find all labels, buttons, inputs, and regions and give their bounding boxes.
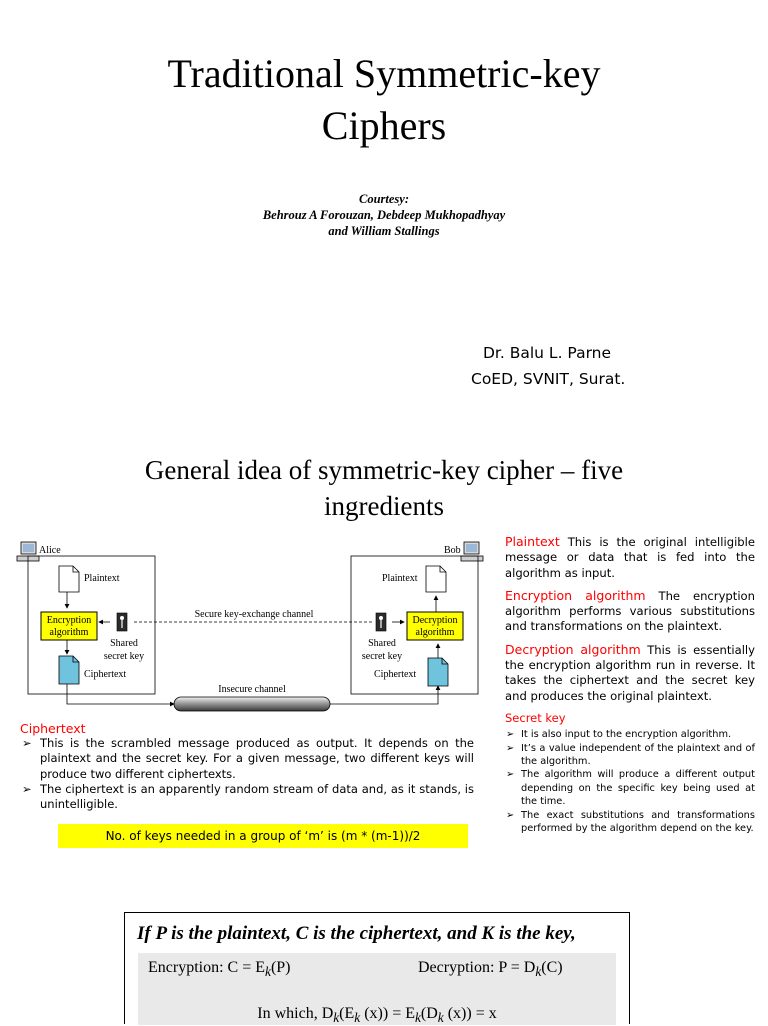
- ciphertext-document-icon-left: [59, 656, 79, 684]
- courtesy-block: [0, 191, 768, 239]
- encryption-definition: [505, 588, 755, 635]
- list-item: ➢ It’s a value independent of the plaintext and of the algorithm.: [506, 742, 755, 768]
- author-block: [471, 340, 625, 392]
- decryption-equation: Decryption: $P = D_k(C)$: [418, 959, 563, 980]
- encryption-label-line1: Encryption: [46, 615, 92, 626]
- plaintext-label-left: Plaintext: [84, 573, 120, 584]
- shared-key-left-line1: Shared: [110, 638, 138, 649]
- list-item: ➢ It is also input to the encryption algorithm.: [506, 729, 732, 741]
- secret-key-bullets: [505, 728, 755, 835]
- author-name: Dr. Balu L. Parne: [483, 344, 612, 362]
- arrow-bullet-icon: ➢: [22, 736, 32, 751]
- list-item: ➢ The ciphertext is an apparently random stream of data and, as it stands, is unintelligible.: [22, 781, 474, 812]
- inverse-relation-equation: In which, $D_k(E_k$ $(x)) = E_k(D_k$ (x)) = x: [257, 1005, 497, 1026]
- insecure-channel-pipe: [174, 697, 330, 711]
- courtesy-line2: and William Stallings: [328, 224, 440, 238]
- shared-key-left-line2: secret key: [103, 651, 145, 662]
- slide1-title-line2: Ciphers: [321, 103, 447, 148]
- ciphertext-heading: Ciphertext: [20, 721, 86, 736]
- plaintext-document-icon-left: [59, 566, 79, 592]
- decryption-label-line1: Decryption: [412, 615, 458, 626]
- slide2-title-line2: ingredients: [324, 491, 444, 521]
- ciphertext-label-right: Ciphertext: [374, 669, 417, 680]
- shared-key-right-line1: Shared: [368, 638, 396, 649]
- definitions-panel: [505, 534, 755, 836]
- plaintext-definition: [505, 534, 755, 581]
- secure-channel-label: Secure key-exchange channel: [194, 609, 314, 620]
- courtesy-line1: Behrouz A Forouzan, Debdeep Mukhopadhyay: [262, 208, 506, 222]
- courtesy-label: Courtesy:: [359, 192, 409, 206]
- encryption-equation: Encryption: $C = E_k(P)$: [148, 959, 291, 980]
- plaintext-term: Plaintext: [505, 534, 560, 549]
- arrow-bullet-icon: ➢: [506, 729, 515, 741]
- arrow-bullet-icon: ➢: [506, 742, 515, 754]
- ciphertext-description: [20, 721, 474, 812]
- slide2-title: [40, 452, 728, 524]
- encryption-label-line2: algorithm: [49, 627, 89, 638]
- ciphertext-bullets: [20, 736, 474, 812]
- list-item: ➢ This is the scrambled message produced as output. It depends on the plaintext and the secret key. For a given message, two different keys will produce two different ciphertexts.: [22, 736, 474, 781]
- formula-heading: If P is the plaintext, C is the ciphertext, and K is the key,: [137, 923, 576, 944]
- decryption-label-line2: algorithm: [415, 627, 455, 638]
- secret-key-heading: Secret key: [505, 710, 566, 725]
- arrow-bullet-icon: ➢: [506, 809, 515, 821]
- slide1-title-line1: Traditional Symmetric-key: [167, 51, 601, 96]
- encryption-term: Encryption algorithm: [505, 587, 646, 603]
- ciphertext-label-left: Ciphertext: [84, 669, 127, 680]
- arrow-bullet-icon: ➢: [22, 781, 32, 796]
- slide1-title: [0, 48, 768, 152]
- key-icon-left: [117, 613, 127, 631]
- list-item: ➢ The algorithm will produce a different output depending on the specific key being used at the time.: [506, 769, 755, 808]
- arrow-bullet-icon: ➢: [506, 769, 515, 781]
- insecure-channel-label: Insecure channel: [218, 684, 286, 695]
- secret-key-definition: [505, 711, 755, 836]
- bob-computer-icon: [461, 542, 483, 561]
- formula-box: [124, 912, 630, 1024]
- author-affiliation: CoED, SVNIT, Surat.: [471, 370, 626, 388]
- decryption-term: Decryption algorithm: [505, 641, 641, 657]
- key-icon-right: [376, 613, 386, 631]
- decryption-text: This is essentially the encryption algorithm run in reverse. It takes the ciphertext and the secret key and produces the original plaintext.: [505, 642, 756, 703]
- encryption-text: The encryption algorithm performs various substitutions and transformations on the plaintext.: [505, 588, 755, 634]
- bob-label: Bob: [444, 545, 461, 556]
- ciphertext-document-icon-right: [428, 658, 448, 686]
- plaintext-document-icon-right: [426, 566, 446, 592]
- list-item: ➢ The exact substitutions and transformations performed by the algorithm depend on the key.: [506, 809, 755, 835]
- slide2-title-line1: General idea of symmetric-key cipher – five: [144, 455, 624, 485]
- keys-needed-banner: No. of keys needed in a group of ‘m’ is (m * (m-1))/2: [58, 824, 468, 848]
- formula-panel: [138, 953, 616, 1025]
- plaintext-label-right: Plaintext: [382, 573, 418, 584]
- alice-label: Alice: [39, 545, 61, 556]
- plaintext-text: This is the original intelligible message or data that is fed into the algorithm as input.: [505, 535, 756, 580]
- symmetric-cipher-diagram: [14, 536, 494, 716]
- shared-key-right-line2: secret key: [361, 651, 403, 662]
- decryption-definition: [505, 642, 755, 704]
